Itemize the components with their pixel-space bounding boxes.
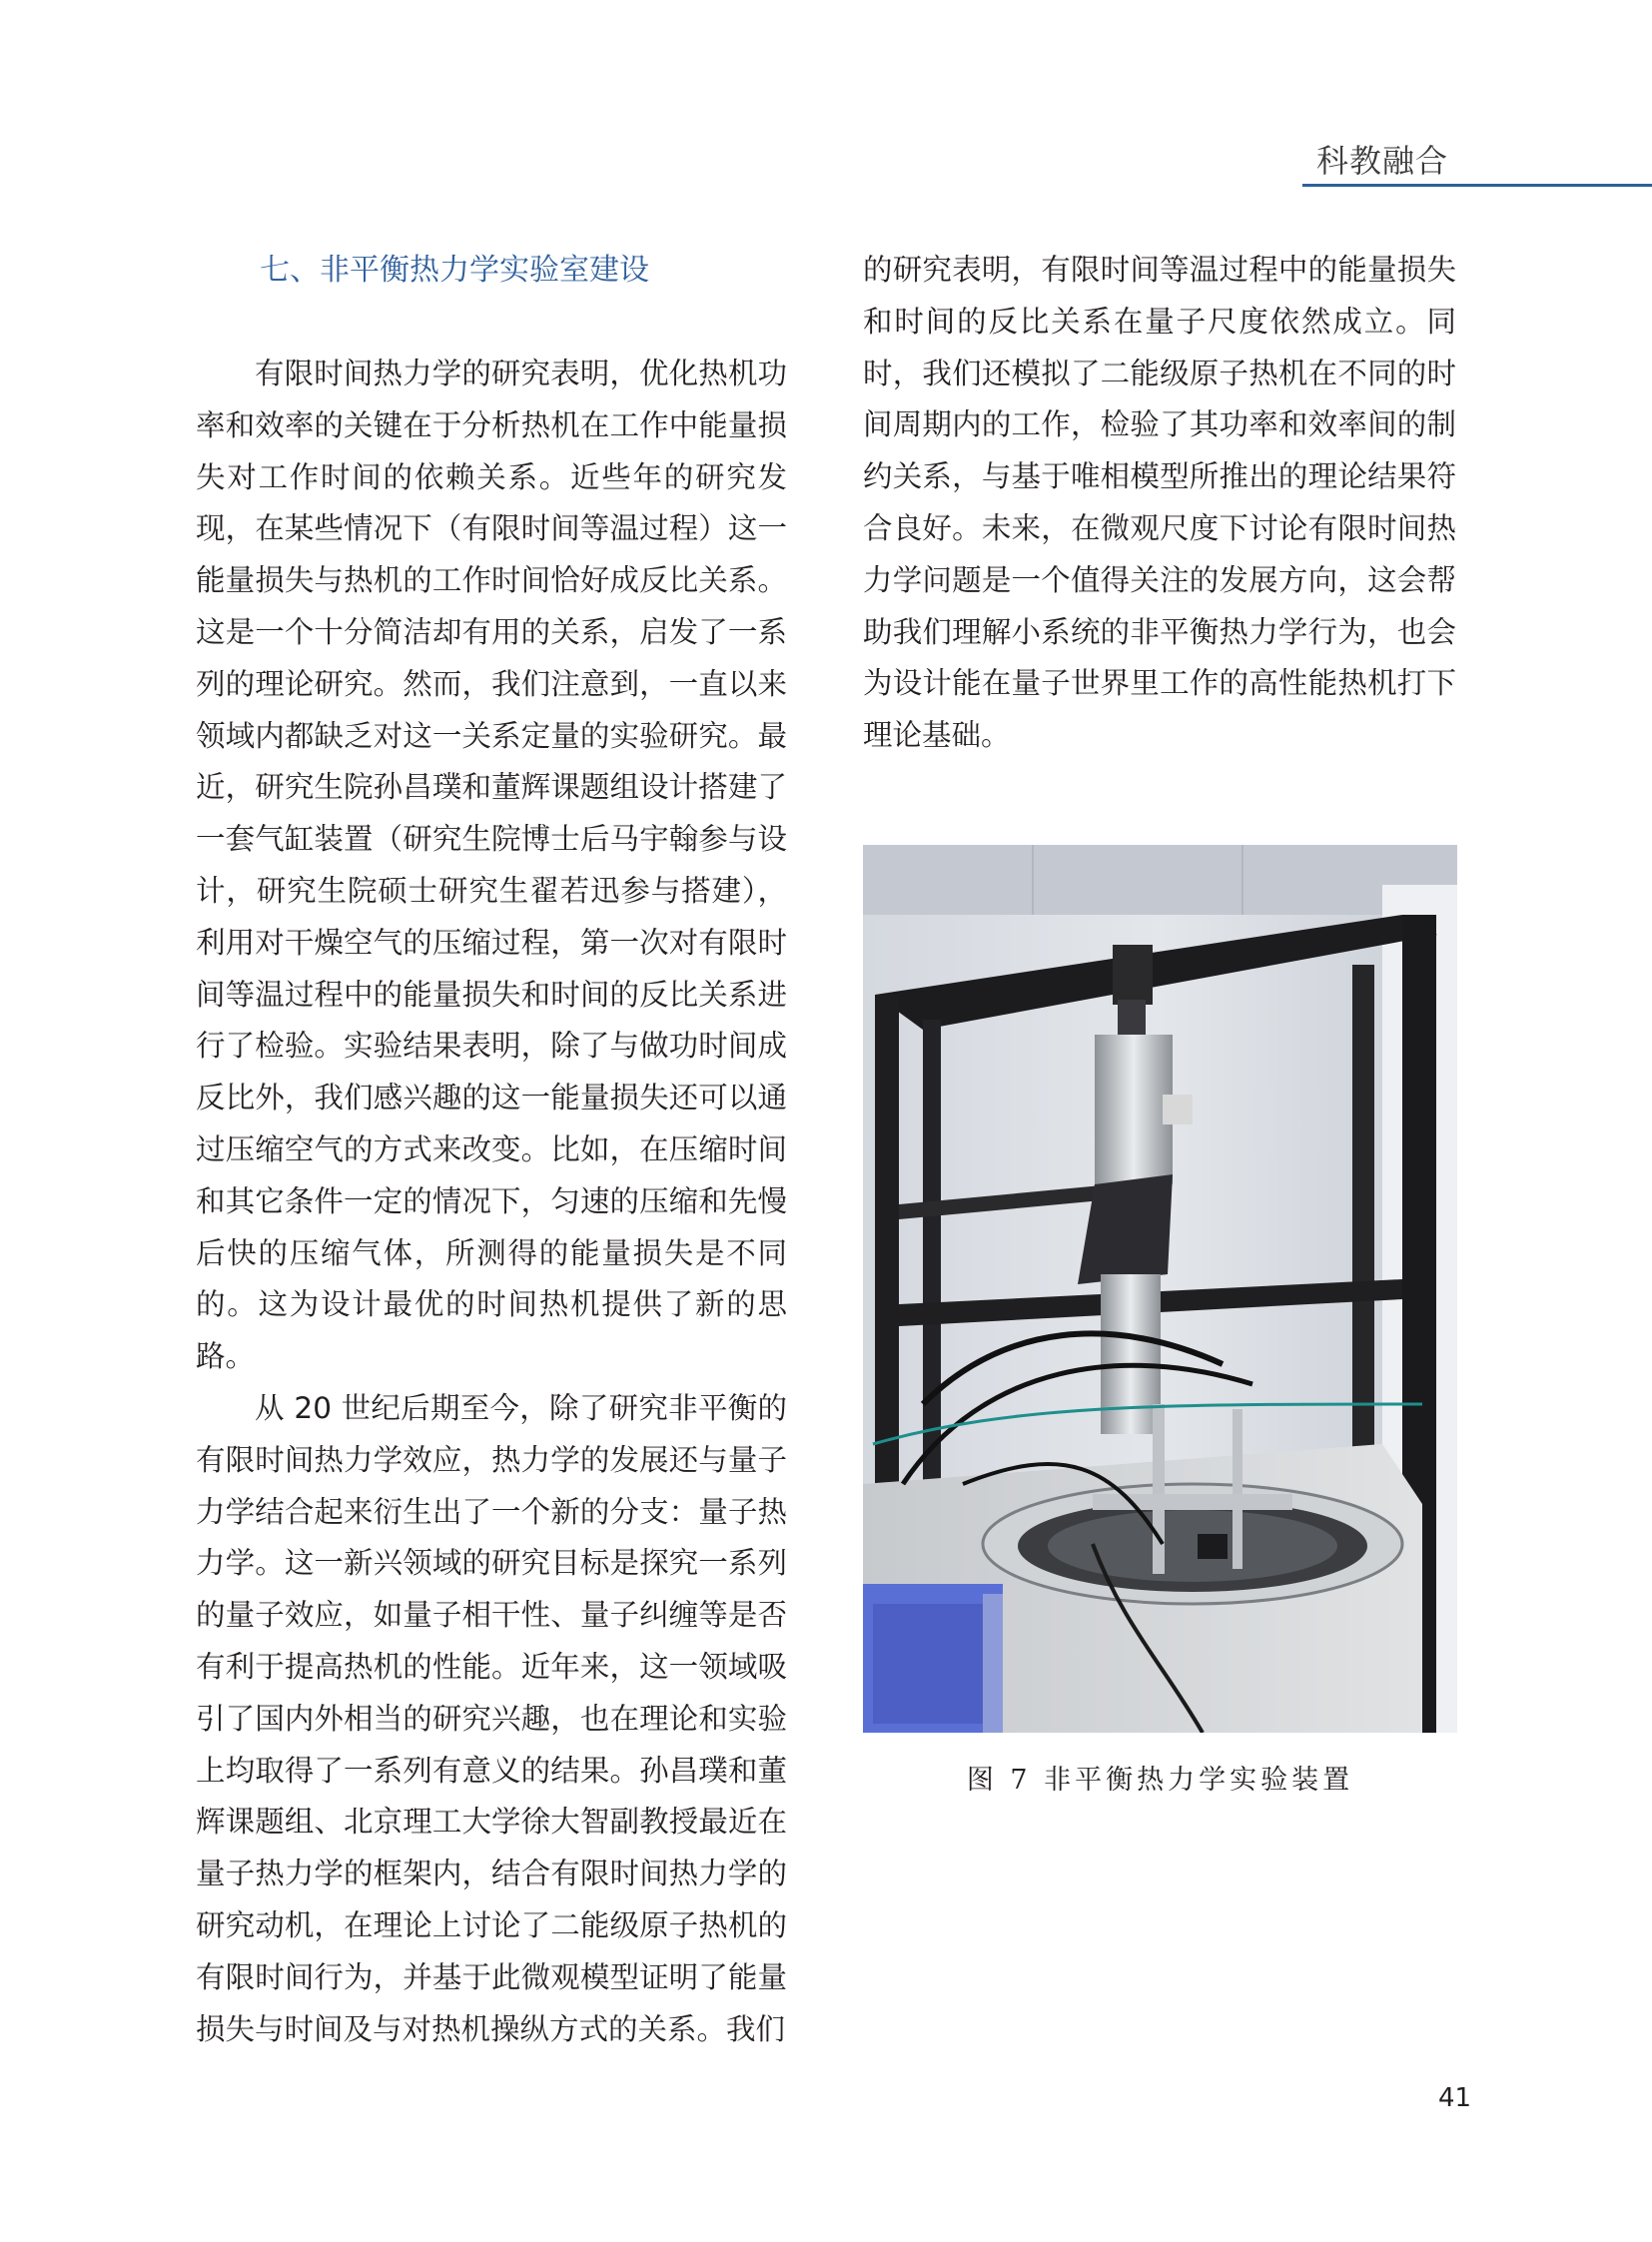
section-heading: 七、非平衡热力学实验室建设	[260, 253, 649, 288]
header-rule	[1302, 184, 1652, 187]
left-column	[196, 245, 787, 2055]
section-label: 科教融合	[1316, 142, 1449, 180]
paragraph-1: 有限时间热力学的研究表明，优化热机功率和效率的关键在于分析热机在工作中能量损失对工作时间的依赖关系。近些年的研究发现，在某些情况下（有限时间等温过程）这一能量损失与热机的工作时间恰好成反比关系。这是一个十分简洁却有用的关系，启发了一系列的理论研究。然而，我们注意到，一直以来领域内都缺乏对这一关系定量的实验研究。最近，研究生院孙昌璞和董辉课题组设计搭建了一套气缸装置（研究生院博士后马宇翰参与设计，研究生院硕士研究生翟若迅参与搭建），利用对干燥空气的压缩过程，第一次对有限时间等温过程中的能量损失和时间的反比关系进行了检验。实验结果表明，除了与做功时间成反比外，我们感兴趣的这一能量损失还可以通过压缩空气的方式来改变。比如，在压缩时间和其它条件一定的情况下，匀速的压缩和先慢后快的压缩气体，所测得的能量损失是不同的。这为设计最优的时间热机提供了新的思路。	[196, 357, 787, 1374]
paragraph-2: 从 20 世纪后期至今，除了研究非平衡的有限时间热力学效应，热力学的发展还与量子力学结合起来衍生出了一个新的分支：量子热力学。这一新兴领域的研究目标是探究一系列的量子效应，如量子相干性、量子纠缠等是否有利于提高热机的性能。近年来，这一领域吸引了国内外相当的研究兴趣，也在理论和实验上均取得了一系列有意义的结果。孙昌璞和董辉课题组、北京理工大学徐大智副教授最近在量子热力学的框架内，结合有限时间热力学的研究动机，在理论上讨论了二能级原子热机的有限时间行为，并基于此微观模型证明了能量损失与时间及与对热机操纵方式的关系。我们	[196, 1390, 787, 2046]
figure-caption: 图 7 非平衡热力学实验装置	[966, 1765, 1354, 1796]
right-column	[863, 245, 1456, 762]
experiment-apparatus-photo	[863, 845, 1457, 1733]
paragraph-3-continued: 的研究表明，有限时间等温过程中的能量损失和时间的反比关系在量子尺度依然成立。同时，我们还模拟了二能级原子热机在不同的时间周期内的工作，检验了其功率和效率间的制约关系，与基于唯相模型所推出的理论结果符合良好。未来，在微观尺度下讨论有限时间热力学问题是一个值得关注的发展方向，这会帮助我们理解小系统的非平衡热力学行为，也会为设计能在量子世界里工作的高性能热机打下理论基础。	[863, 253, 1456, 753]
page-number: 41	[1438, 2083, 1472, 2113]
